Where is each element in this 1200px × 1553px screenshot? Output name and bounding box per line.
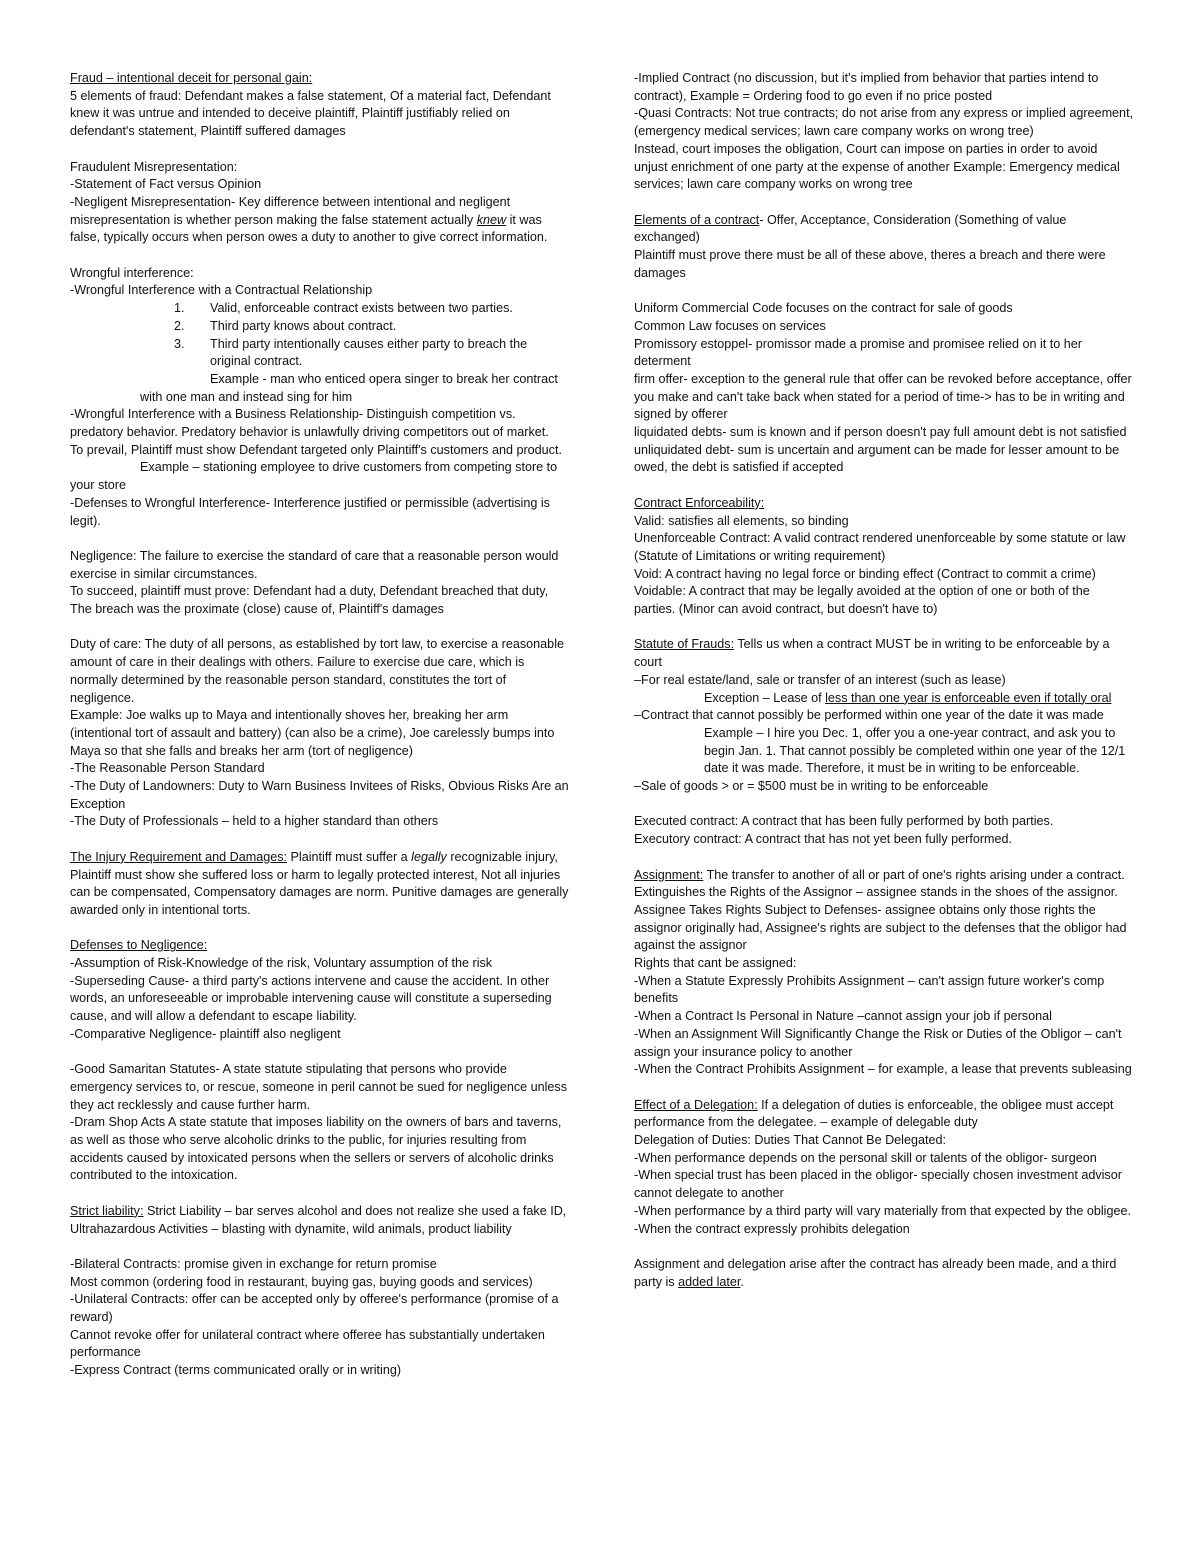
sf-sale-of-goods: –Sale of goods > or = $500 must be in writing to be enforceable [634,779,989,794]
assumption-of-risk: -Assumption of Risk-Knowledge of the risk, Voluntary assumption of the risk [70,956,493,971]
wi-example: Example - man who enticed opera singer to break her contract with one man and instead sing for him [140,371,558,404]
delegation-trust: -When special trust has been placed in the obligor- specially chosen investment advisor cannot delegate to another [634,1168,1122,1201]
ucc: Uniform Commercial Code focuses on the contract for sale of goods [634,301,1013,316]
implied-contract: -Implied Contract (no discussion, but it's implied from behavior that parties intend to contract), Example = Ordering food to go even if no price posted [634,71,1099,103]
assignment: Assignment: The transfer to another of all or part of one's rights arising under a contract. Extinguishes the Rights of the Assignor – assignee stands in the shoes of the assignor. Assignee Takes Rights Subject to Defenses- assignee obtains only those rights the assignor originally had, Assignee's rights are subject to the defenses that the obligor had against the assignor [634,867,1127,953]
duty-professionals: -The Duty of Professionals – held to a higher standard than others [70,814,439,829]
executed-contract: Executed contract: A contract that has been fully performed by both parties. [634,814,1054,829]
wi-contractual: -Wrongful Interference with a Contractual Relationship [70,283,373,298]
list-item: 2. Third party knows about contract. [174,318,397,333]
right-column [634,70,1134,1291]
delegation-third-party: -When performance by a third party will vary materially from that expected by the obligee. [634,1203,1131,1218]
assign-risk: -When an Assignment Will Significantly Change the Risk or Duties of the Obligor – can't assign your insurance policy to another [634,1026,1122,1059]
defenses-heading: Defenses to Negligence: [70,938,208,953]
list-item: 1. Valid, enforceable contract exists between two parties. [174,301,513,316]
unenforceable: Unenforceable Contract: A valid contract rendered unenforceable by some statute or law (Statute of Limitations or writing requirement) [634,531,1126,563]
fraud-elements: 5 elements of fraud: Defendant makes a false statement, Of a material fact, Defendant knew it was untrue and intended to deceive plaintiff, Plaintiff justifiably relied on defendant's statement, Plaintiff suffered damages [70,88,551,139]
negligent-misrep: -Negligent Misrepresentation- Key difference between intentional and negligent misrepresentation is whether person making the false statement actually knew it was false, typically occurs when person owes a duty to another to give correct information. [70,194,548,245]
sf-one-year: –Contract that cannot possibly be performed within one year of the date it was made [634,708,1104,723]
fraud-heading: Fraud – intentional deceit for personal gain: [70,71,313,85]
wi-elements-list [70,300,570,371]
wi-example-2: Example – stationing employee to drive customers from competing store to your store [70,460,558,493]
plaintiff-must-prove: Plaintiff must prove there must be all of these above, theres a breach and there were damages [634,248,1106,280]
unilateral-revoke: Cannot revoke offer for unilateral contract where offeree has substantially undertaken performance [70,1327,545,1360]
sf-example: Example – I hire you Dec. 1, offer you a one-year contract, and ask you to begin Jan. 1. That cannot possibly be completed within one year of the 12/1 date it was made. Therefore, it must be in writing to be enforceable. [704,725,1126,776]
duty-of-care: Duty of care: The duty of all persons, as established by tort law, to exercise a reasonable amount of care in their dealings with others. Failure to exercise due care, which is normally determined by the reasonable person standard, constitutes the tort of negligence. [70,637,564,705]
injury-requirement: The Injury Requirement and Damages: Plaintiff must suffer a legally recognizable injury, Plaintiff must show she suffered loss or harm to legally protected interest, Not all injuries can be compensated, Compensatory damages are norm. Punitive damages are generally awarded only in intentional torts. [70,849,569,917]
assign-personal: -When a Contract Is Personal in Nature –cannot assign your job if personal [634,1009,1052,1024]
court-imposes: Instead, court imposes the obligation, Court can impose on parties in order to avoid unjust enrichment of one party at the expense of another Example: Emergency medical services; lawn care company works on wrong tree [634,141,1120,192]
sf-real-estate: –For real estate/land, sale or transfer of an interest (such as lease) [634,672,1006,687]
statute-of-frauds: Statute of Frauds: Tells us when a contract MUST be in writing to be enforceable by a court [634,637,1110,670]
duty-landowners: -The Duty of Landowners: Duty to Warn Business Invitees of Risks, Obvious Risks Are an Exception [70,779,569,811]
reasonable-person: -The Reasonable Person Standard [70,761,265,776]
unilateral-contracts: -Unilateral Contracts: offer can be accepted only by offeree's performance (promise of a reward) [70,1292,559,1325]
fact-vs-opinion: -Statement of Fact versus Opinion [70,177,262,192]
common-law: Common Law focuses on services [634,318,826,333]
firm-offer: firm offer- exception to the general rule that offer can be revoked before acceptance, offer you make and can't take back when stated for a period of time-> has to be in writing and signed by offerer [634,371,1132,422]
delegation-duties: Delegation of Duties: Duties That Cannot Be Delegated: [634,1133,947,1148]
comparative-negligence: -Comparative Negligence- plaintiff also negligent [70,1026,341,1041]
effect-of-delegation: Effect of a Delegation: If a delegation of duties is enforceable, the obligee must accept performance from the delegatee. – example of delegable duty [634,1097,1114,1130]
executory-contract: Executory contract: A contract that has not yet been fully performed. [634,832,1013,847]
strict-liability: Strict liability: Strict Liability – bar serves alcohol and does not realize she used a fake ID, Ultrahazardous Activities – blasting with dynamite, wild animals, product liability [70,1203,567,1236]
quasi-contracts: -Quasi Contracts: Not true contracts; do not arise from any express or implied agreement, (emergency medical services; lawn care company works on wrong tree) [634,106,1134,139]
valid: Valid: satisfies all elements, so binding [634,513,849,528]
unliquidated-debt: unliquidated debt- sum is uncertain and argument can be made for lesser amount to be owed, the debt is satisfied if accepted [634,442,1120,475]
negligence-prove: To succeed, plaintiff must prove: Defendant had a duty, Defendant breached that duty, The breach was the proximate (close) cause of, Plaintiff's damages [70,584,549,617]
delegation-skill: -When performance depends on the personal skill or talents of the obligor- surgeon [634,1150,1097,1165]
wi-business: -Wrongful Interference with a Business Relationship- Distinguish competition vs. predatory behavior. Predatory behavior is unlawfully driving competitors out of market. [70,407,549,440]
enforceability-heading: Contract Enforceability: [634,495,765,510]
elements-of-contract: Elements of a contract- Offer, Acceptance, Consideration (Something of value exchanged) [634,212,1067,245]
dram-shop: -Dram Shop Acts A state statute that imposes liability on the owners of bars and taverns, as well as those who serve alcoholic drinks to the public, for injuries resulting from accidents caused by intoxicated persons when the sellers or servers of alcoholic drinks contributed to the intoxication. [70,1115,562,1183]
delegation-prohibits: -When the contract expressly prohibits delegation [634,1221,910,1236]
promissory-estoppel: Promissory estoppel- promissor made a promise and promisee relied on it to her determent [634,336,1082,369]
rights-cant-assign: Rights that cant be assigned: [634,956,797,971]
voidable: Voidable: A contract that may be legally avoided at the option of one or both of the parties. (Minor can avoid contract, but doesn't have to) [634,584,1090,617]
fraudulent-misrep-heading: Fraudulent Misrepresentation: [70,159,238,174]
superseding-cause: -Superseding Cause- a third party's actions intervene and cause the accident. In other words, an unforeseeable or improbable intervening cause will constitute a superseding cause, and will allow a defendant to escape liability. [70,973,552,1024]
negligence-def: Negligence: The failure to exercise the standard of care that a reasonable person would exercise in similar circumstances. [70,548,559,581]
left-column [70,70,570,1380]
bilateral-contracts: -Bilateral Contracts: promise given in exchange for return promise [70,1256,437,1271]
wi-prevail: To prevail, Plaintiff must show Defendant targeted only Plaintiff's customers and product. [70,442,562,457]
express-contract: -Express Contract (terms communicated orally or in writing) [70,1363,402,1378]
wi-defenses: -Defenses to Wrongful Interference- Interference justified or permissible (advertising is legit). [70,495,550,528]
wrongful-interference-heading: Wrongful interference: [70,265,194,280]
liquidated-debts: liquidated debts- sum is known and if person doesn't pay full amount debt is not satisfied [634,425,1127,440]
good-samaritan: -Good Samaritan Statutes- A state statute stipulating that persons who provide emergency services to, or rescue, someone in peril cannot be sued for negligence unless they act recklessly and cause further harm. [70,1062,568,1112]
assign-statute: -When a Statute Expressly Prohibits Assignment – can't assign future worker's comp benefits [634,973,1105,1006]
list-item: 3. Third party intentionally causes either party to breach the original contract. [174,336,528,369]
void: Void: A contract having no legal force or binding effect (Contract to commit a crime) [634,566,1096,581]
bilateral-common: Most common (ordering food in restaurant, buying gas, buying goods and services) [70,1274,533,1289]
duty-example: Example: Joe walks up to Maya and intentionally shoves her, breaking her arm (intentional tort of assault and battery) (can also be a crime), Joe carelessly bumps into Maya so that she falls and breaks her arm (tort of negligence) [70,708,555,758]
sf-exception: Exception – Lease of less than one year is enforceable even if totally oral [704,690,1112,705]
assign-prohibits: -When the Contract Prohibits Assignment – for example, a lease that prevents subleasing [634,1062,1132,1077]
assignment-and-delegation: Assignment and delegation arise after the contract has already been made, and a third party is added later. [634,1256,1117,1289]
